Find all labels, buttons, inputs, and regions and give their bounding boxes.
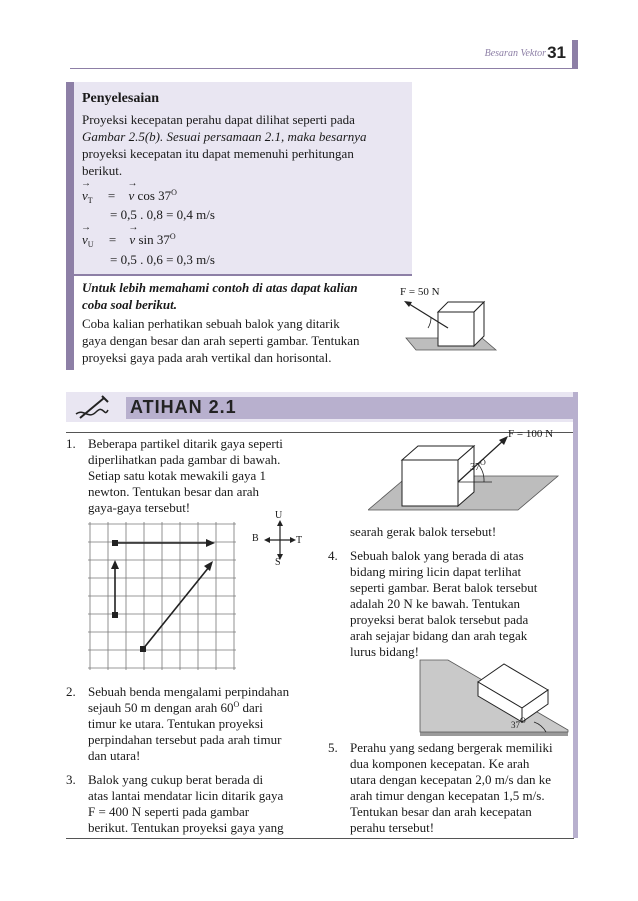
solution-panel-strip: [66, 82, 74, 370]
try-it-line-2: gaya dengan besar dan arah seperti gambar. Tentukan: [82, 333, 360, 348]
q1-line-2: diperlihatkan pada gambar di bawah.: [88, 452, 281, 467]
q5-line-1: Perahu yang sedang bergerak memiliki: [350, 740, 553, 755]
q5-line-4: arah timur dengan kecepatan 1,5 m/s.: [350, 788, 545, 803]
q3-line-2: atas lantai mendatar licin ditarik gaya: [88, 788, 284, 803]
q2-line-5: dan utara!: [88, 748, 141, 763]
force-label-100n: F = 100 N: [508, 428, 554, 440]
q5-number: 5.: [328, 740, 338, 755]
q2-line-2-head: sejauh 50 m dengan arah 60: [88, 700, 234, 715]
vector-v-symbol: → v: [82, 232, 88, 248]
vector-b-head: [111, 560, 119, 569]
compass-west: B: [252, 533, 259, 544]
solution-line-4: berikut.: [82, 163, 123, 178]
header-accent-bar: [572, 40, 578, 68]
try-it-line-1: Coba kalian perhatikan sebuah balok yang ditarik: [82, 316, 340, 331]
incline-base: [420, 732, 568, 736]
q4-number: 4.: [328, 548, 338, 563]
latihan-title: ATIHAN 2.1: [130, 397, 237, 417]
vector-a-head: [206, 539, 215, 547]
equals-sign: =: [107, 188, 116, 203]
compass-south: S: [275, 557, 281, 568]
grid-lines: [88, 522, 236, 670]
page-number: 31: [547, 43, 566, 62]
try-it-bold-1: Untuk lebih memahami contoh di atas dapat kalian: [82, 280, 358, 295]
q3-line-1: Balok yang cukup berat berada di: [88, 772, 264, 787]
vector-v-symbol: → v: [129, 188, 135, 204]
q2-line-2-tail: dari: [239, 700, 263, 715]
vector-v-symbol: → v: [129, 232, 135, 248]
q4-line-7: lurus bidang!: [350, 644, 419, 659]
degree-sup: O: [233, 700, 240, 709]
q2-line-1: Sebuah benda mengalami perpindahan: [88, 684, 290, 699]
q1-line-5: gaya-gaya tersebut!: [88, 500, 191, 515]
incline-angle-label: [511, 716, 526, 730]
q2-number: 2.: [66, 684, 76, 699]
degree-sup: O: [171, 188, 177, 197]
running-header-section: Besaran Vektor: [484, 48, 546, 59]
q3-continuation: searah gerak balok tersebut!: [350, 524, 497, 539]
vector-v-symbol: → v: [82, 188, 88, 204]
equation-1: [82, 188, 177, 204]
solution-heading: Penyelesaian: [82, 91, 159, 106]
degree-sup: O: [520, 716, 526, 725]
incline-figure: [418, 652, 572, 738]
header-rule: [70, 68, 578, 69]
q1-line-3: Setiap satu kotak mewakili gaya 1: [88, 468, 266, 483]
degree-sup: O: [480, 458, 486, 467]
equation-1-result: = 0,5 . 0,8 = 0,4 m/s: [110, 207, 215, 222]
q5-line-5: Tentukan besar dan arah kecepatan: [350, 804, 532, 819]
cos-term: cos 37: [137, 188, 172, 203]
solution-line-2: Gambar 2.5(b). Sesuai persamaan 2.1, maka besarnya: [82, 129, 367, 144]
q5-line-3: utara dengan kecepatan 2,0 m/s dan ke: [350, 772, 552, 787]
try-it-bold-2: coba soal berikut.: [82, 297, 177, 312]
vector-c: [143, 567, 209, 649]
vector-c-head: [204, 561, 213, 571]
subscript-u: U: [87, 240, 94, 249]
latihan-right-bar: [573, 392, 578, 838]
force-label-50n: F = 50 N: [400, 286, 440, 298]
try-it-line-3: proyeksi gaya pada arah vertikal dan horisontal.: [82, 350, 332, 365]
q1-line-4: newton. Tentukan besar dan arah: [88, 484, 260, 499]
compass-north: U: [275, 510, 283, 521]
force-arrowhead: [404, 301, 412, 307]
pencil-icon: [74, 392, 112, 424]
equals-sign: =: [108, 232, 117, 247]
q3-line-4: berikut. Tentukan proyeksi gaya yang: [88, 820, 284, 835]
q3-line-3: F = 400 N seperti pada gambar: [88, 804, 250, 819]
sin-term: sin 37: [138, 232, 170, 247]
q3-number: 3.: [66, 772, 76, 787]
q4-line-2: bidang miring licin dapat terlihat: [350, 564, 522, 579]
q4-line-4: adalah 20 N ke bawah. Tentukan: [350, 596, 520, 611]
block-front: [438, 312, 474, 346]
q5-line-6: perahu tersebut!: [350, 820, 435, 835]
q1-number: 1.: [66, 436, 76, 451]
q4-line-3: seperti gambar. Berat balok tersebut: [350, 580, 538, 595]
angle-value: 37: [470, 462, 480, 473]
q4-line-5: proyeksi berat balok tersebut pada: [350, 612, 529, 627]
compass-east: T: [296, 535, 303, 546]
angle-arc: [428, 317, 431, 328]
block-front: [402, 460, 458, 506]
angle-value: 37: [511, 720, 520, 730]
degree-sup: O: [169, 232, 176, 241]
solution-line-1: Proyeksi kecepatan perahu dapat dilihat seperti pada: [82, 112, 355, 127]
equation-2: [82, 232, 176, 248]
latihan-bottom-rule: [66, 838, 574, 839]
q2-line-4: perpindahan tersebut pada arah timur: [88, 732, 282, 747]
subscript-t: T: [87, 196, 93, 205]
q5-line-2: dua komponen kecepatan. Ke arah: [350, 756, 530, 771]
angle-label: [470, 458, 486, 473]
equation-2-result: = 0,5 . 0,6 = 0,3 m/s: [110, 252, 215, 267]
vector-grid-figure: [88, 522, 238, 672]
q2-line-3: timur ke utara. Tentukan proyeksi: [88, 716, 264, 731]
q4-line-6: arah sejajar bidang dan arah tegak: [350, 628, 528, 643]
q4-line-1: Sebuah balok yang berada di atas: [350, 548, 524, 563]
q1-line-1: Beberapa partikel ditarik gaya seperti: [88, 436, 283, 451]
solution-line-3: proyeksi kecepatan itu dapat memenuhi perhitungan: [82, 146, 354, 161]
